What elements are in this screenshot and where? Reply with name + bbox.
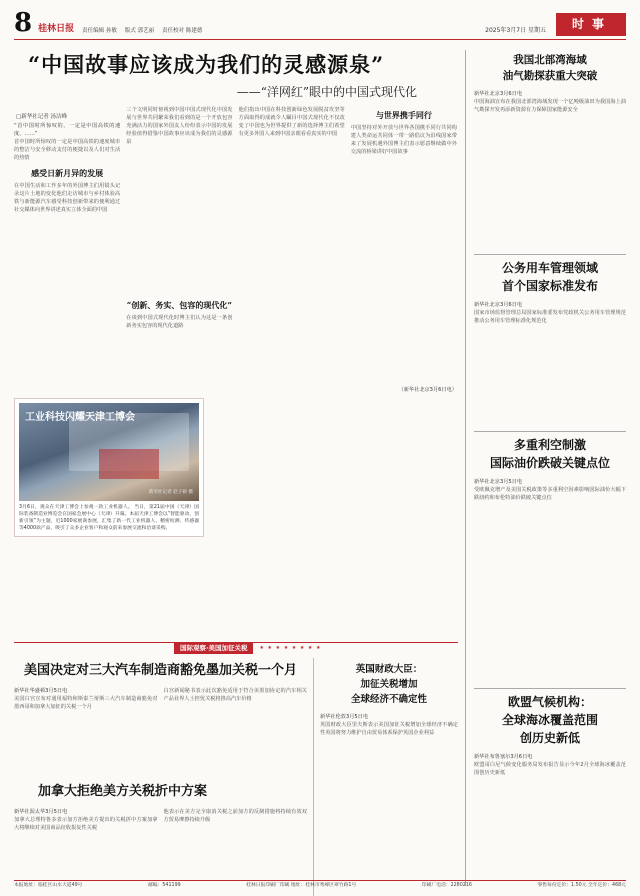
tariff-dateline: 新华社华盛顿3月5日电 [14,687,68,694]
body-text: 他们指出中国在科技创新绿色发展脱贫攻坚等方面取得的成就令人瞩目中国式现代化不仅改变了中国也为世界提供了新的选择博主们希望有更多外国人来到中国亲眼看看真实的中国 [238,106,345,137]
special-band [14,642,458,654]
main-col-3 [239,106,345,403]
subtitle-2: “创新、务实、包容的现代化” [126,299,232,310]
page-footer [14,880,626,890]
page-number: 8 [14,8,33,38]
layout-credit: 版式 郭艺丽 [124,28,155,35]
story2-dateline: 新华社北京3月6日电 [474,302,523,308]
lower-section [14,636,458,896]
photo-caption: 3月6日，观众在天津工博会上参观一款工业机器人。 当日，第21届中国（天津）国际装备制造业博览会在国家会展中心（天津）开幕。本届天津工博会以“智能驱动，创新引领”为主题，近1000家展商参展，汇集了新一代工业机器人、精密检测、传感器等4000款产品，吸引了众多企业客户和观众前来参展交流和洽谈采购。 [19,505,199,531]
photo-title: 工业科技闪耀天津工博会 [25,412,135,423]
footer-price: 零售每份定价：1.50元 全年定价：468元 [537,883,626,889]
body-text: 欧盟哥白尼气候变化服务局发布报告显示今年2月全球海冰覆盖范围创历史新低 [474,762,626,776]
tariff-body [14,687,307,777]
body-text: 在谈到中国式现代化时博主们认为这是一条创新务实包容的现代化道路 [126,315,233,330]
story3-headline-line1: 多重利空制激 [513,438,586,452]
story4-headline-line2: 全球海冰覆盖范围 [501,713,598,727]
story1-headline-line1: 我国北部湾海域 [513,54,587,66]
story2-headline-line1: 公务用车管理领域 [501,261,598,275]
story4-dateline: 新华社布鲁塞尔3月6日电 [474,754,533,760]
main-col-4 [351,106,457,403]
main-col-1 [14,106,120,403]
story4-headline-line3: 创历史新低 [519,731,580,745]
story4-headline [474,693,626,747]
photo-credit: 新华社记者 赵子硕 摄 [148,490,193,496]
story4-headline-line1: 欧盟气候机构： [507,695,592,709]
masthead [14,10,626,40]
body-text: 国家市场监督管理总局国家标准委发布党政机关公务用车管理规范推动公务用车管理标准化规范化 [474,310,626,324]
photo-overlay [25,411,155,426]
uk-story [314,658,458,896]
body-text: 中国海油宣布在我国北部湾海域发现一个亿吨级油田为我国海上油气勘探开发再添新资源有力保障国家能源安全 [474,99,626,113]
subtitle-3: 与世界携手同行 [375,109,432,120]
body-text: 加拿大总理特鲁多表示加方拒绝美方提出的关税折中方案加拿大将继续对美国商品征收报复性关税 [14,816,158,831]
footer-postcode: 邮编：541199 [147,883,181,889]
main-subheadline: ——“洋网红”眼中的中国式现代化 [236,85,417,100]
news-photo-box [14,398,204,537]
news-photo [19,403,199,501]
story3-dateline: 新华社北京3月5日电 [474,479,523,485]
main-col-2 [126,106,232,403]
band-decoration: ★ ★ ★ ★ ★ ★ ★ ★ [259,644,322,651]
body-text: 首中国时所惊叹的一定是中国高铁的速度城市的整洁与安全移动支付的便捷以及人们对生活的热情 [14,138,121,161]
staff-credits [82,28,202,36]
main-story-end: （新华社北京3月6日电） [398,387,457,394]
divider [474,688,626,689]
story3-headline-line2: 国际油价跌破关键点位 [489,456,610,470]
uk-headline-line2: 加征关税增加 [360,679,418,690]
paper-name: 桂林日报 [38,23,75,34]
footer-phone: 印刷厂电话：2280216 [421,883,472,889]
canada-dateline: 新华社渥太华3月5日电 [14,808,68,815]
story1-dateline: 新华社北京3月6日电 [474,91,523,97]
us-stories [14,658,314,896]
body-text: 美国白宫宣布对通用福特和斯泰兰蒂斯三大汽车制造商豁免对墨西哥和加拿大加征的关税一个月 [14,695,158,710]
tariff-headline: 美国决定对三大汽车制造商豁免墨加关税一个月 [24,663,298,678]
story3-headline [474,436,626,472]
body-text: 三个文明同时傍视到中国中国式现代化中国发展与世界共同繁荣我们看到的是一个开放包容充满活力的国家外国友人纷纷表示中国的发展经验值得借鉴中国故事应该成为我们的灵感源泉 [126,106,233,145]
proofreader-credit: 责任校对 陈建德 [162,28,203,35]
main-headline: “中国故事应该成为我们的灵感源泉” [28,52,385,77]
uk-headline-line3: 全球经济不确定性 [350,694,427,705]
main-story-body [14,106,457,403]
right-column [466,50,626,886]
divider [474,431,626,432]
body-text: 白宫新闻秘书表示此次豁免适用于符合美墨加协定的汽车相关产品业界人士担忧关税将推高汽车价格 [163,687,307,702]
canada-headline: 加拿大拒绝美方关税折中方案 [38,783,208,799]
body-text: 他表示在美方完全取消关税之前加方的反制措施将持续有效双方贸易摩擦持续升级 [163,808,307,823]
photo-scene-robot [99,449,159,479]
main-lede: “首中国时所惊叹的，一定是中国高铁的速度，……” [14,122,121,137]
issue-date: 2025年3月7日 星期五 [485,27,546,35]
body-text: 在中国生活和工作多年的外国博主们用镜头记录这片土地的变化他们走访城市与乡村体验高铁与新能源汽车感受科技创新带来的便利通过社交媒体向世界讲述真实立体全面的中国 [14,183,121,214]
body-text: 中国坚持对外开放与世界各国携手同行共同构建人类命运共同体一带一路倡议为沿线国家带来了发展机遇外国博主们表示愿意继续做中外交流的桥梁讲好中国故事 [350,125,457,156]
divider [474,254,626,255]
main-byline: □新华社记者 汤洁峰 [16,113,67,120]
band-label: 国际观察·美国加征关税 [174,643,253,654]
left-column [14,50,466,886]
editor-credit: 责任编辑 孙敏 [82,28,117,35]
footer-address: 本报地址：临桂区山水大道49号 [14,883,83,889]
body-text: 受欧佩克增产及美国关税政策等多重利空因素影响国际油价大幅下跌纽约和布伦特油价跌破关键点位 [474,487,626,501]
uk-headline [320,662,458,707]
uk-headline-line1: 英国财政大臣： [355,664,423,675]
story2-headline [474,259,626,295]
body-text: 英国财政大臣里夫斯表示美国加征关税增加全球经济不确定性英国将努力维护自由贸易体系保护英国企业利益 [320,722,458,736]
lower-grid [14,658,458,896]
story1-headline-line2: 油气勘探获重大突破 [502,70,598,82]
footer-printer: 桂林日报印刷厂印刷 地址：桂林市秀峰区翠竹路1号 [246,883,357,889]
uk-dateline: 新华社伦敦3月5日电 [320,714,369,720]
story1-headline [474,52,626,84]
section-tag: 时事 [556,13,626,36]
subtitle-1: 感受日新月异的发展 [31,167,104,178]
story2-headline-line2: 首个国家标准发布 [501,279,598,293]
